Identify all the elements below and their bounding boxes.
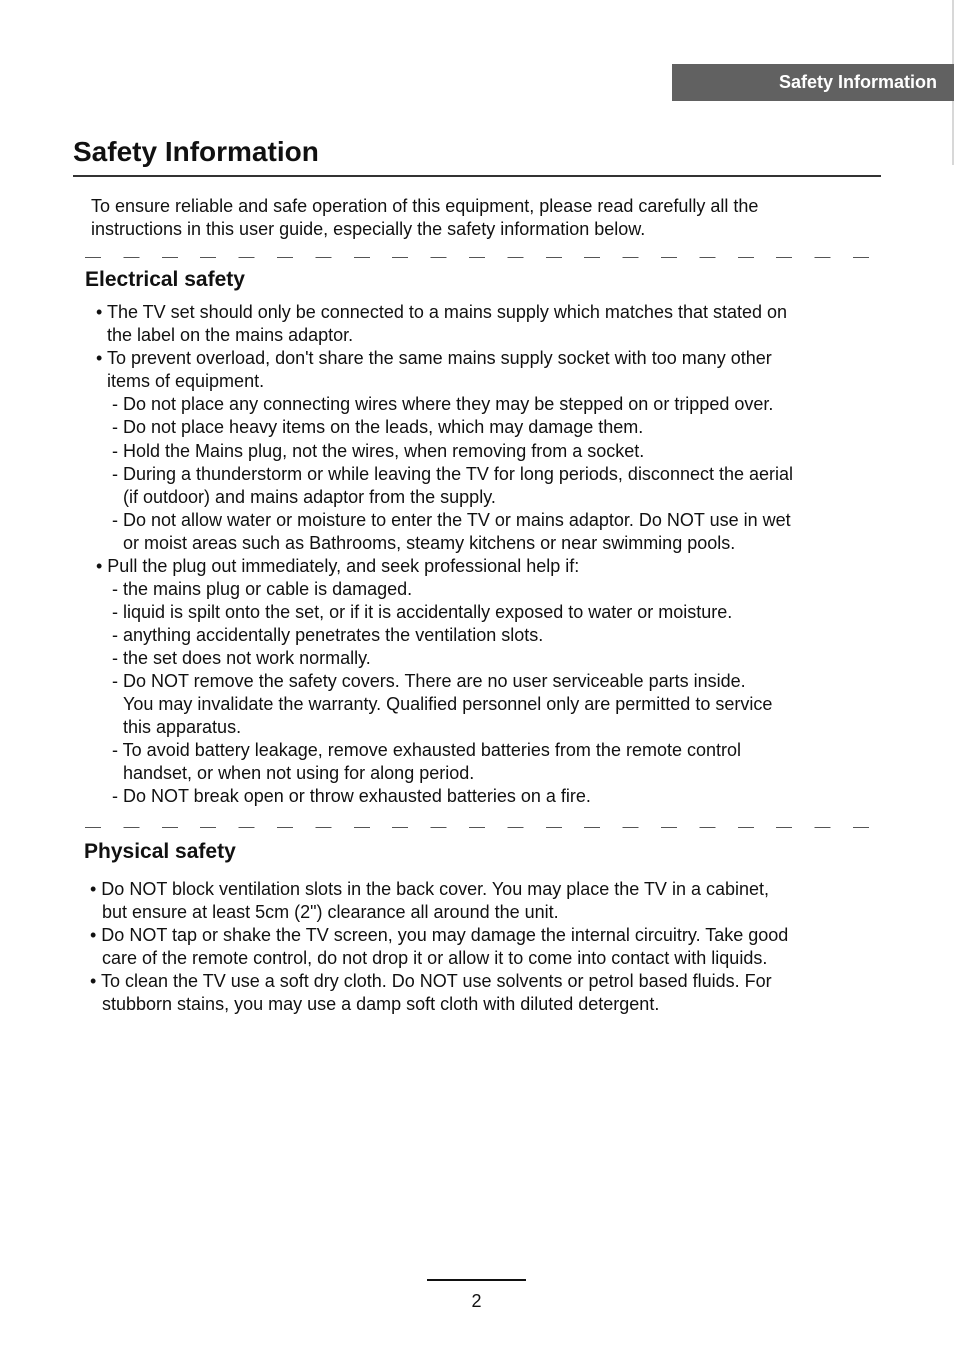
sub-item: - Do not allow water or moisture to enter the TV or mains adaptor. Do NOT use in wet <box>112 510 791 530</box>
bullet-item: • To clean the TV use a soft dry cloth. Do NOT use solvents or petrol based fluids. For <box>90 971 772 991</box>
sub-item-continuation: this apparatus. <box>123 717 242 737</box>
section-header-label: Safety Information <box>778 72 937 92</box>
sub-item: - the mains plug or cable is damaged. <box>112 579 413 599</box>
sub-item: - Do not place heavy items on the leads, which may damage them. <box>112 417 644 437</box>
sub-item: - To avoid battery leakage, remove exhausted batteries from the remote control <box>112 740 741 760</box>
sub-item: - Hold the Mains plug, not the wires, when removing from a socket. <box>112 441 645 461</box>
sub-item: - Do not place any connecting wires where they may be stepped on or tripped over. <box>112 394 774 414</box>
title-underline <box>73 175 881 177</box>
sub-item: - liquid is spilt onto the set, or if it is accidentally exposed to water or moisture. <box>112 602 733 622</box>
sub-item-continuation: handset, or when not using for along period. <box>123 763 475 783</box>
bullet-item-continuation: care of the remote control, do not drop it or allow it to come into contact with liquids. <box>102 948 768 968</box>
bullet-item: • Do NOT tap or shake the TV screen, you may damage the internal circuitry. Take good <box>90 925 789 945</box>
sub-item-continuation: or moist areas such as Bathrooms, steamy kitchens or near swimming pools. <box>123 533 736 553</box>
sub-item: - Do NOT break open or throw exhausted batteries on a fire. <box>112 786 591 806</box>
sub-item: - Do NOT remove the safety covers. There are no user serviceable parts inside. <box>112 671 746 691</box>
dashed-divider <box>85 257 870 258</box>
bullet-item-continuation: the label on the mains adaptor. <box>107 325 354 345</box>
bullet-item-continuation: items of equipment. <box>107 371 265 391</box>
bullet-item: • To prevent overload, don't share the same mains supply socket with too many other <box>96 348 772 368</box>
physical-safety-heading: Physical safety <box>84 840 236 863</box>
electrical-safety-heading: Electrical safety <box>85 268 245 291</box>
intro-line: instructions in this user guide, especially the safety information below. <box>91 219 646 239</box>
bullet-item-continuation: but ensure at least 5cm (2") clearance all around the unit. <box>102 902 559 922</box>
page-number: 2 <box>471 1291 482 1311</box>
sub-item: - During a thunderstorm or while leaving the TV for long periods, disconnect the aerial <box>112 464 794 484</box>
intro-paragraph <box>91 195 851 241</box>
bullet-item: • The TV set should only be connected to a mains supply which matches that stated on <box>96 302 788 322</box>
sub-item-continuation: (if outdoor) and mains adaptor from the supply. <box>123 487 496 507</box>
footer-rule <box>427 1279 526 1281</box>
bullet-item: • Pull the plug out immediately, and seek professional help if: <box>96 556 580 576</box>
dashed-divider <box>85 827 870 828</box>
sub-item-continuation: You may invalidate the warranty. Qualified personnel only are permitted to service <box>123 694 773 714</box>
sub-item: - anything accidentally penetrates the ventilation slots. <box>112 625 544 645</box>
section-header-tab <box>672 64 954 101</box>
bullet-item: • Do NOT block ventilation slots in the back cover. You may place the TV in a cabinet, <box>90 879 770 899</box>
bullet-item-continuation: stubborn stains, you may use a damp soft cloth with diluted detergent. <box>102 994 660 1014</box>
intro-line: To ensure reliable and safe operation of this equipment, please read carefully all the <box>91 196 759 216</box>
page-title: Safety Information <box>73 136 319 167</box>
sub-item: - the set does not work normally. <box>112 648 371 668</box>
